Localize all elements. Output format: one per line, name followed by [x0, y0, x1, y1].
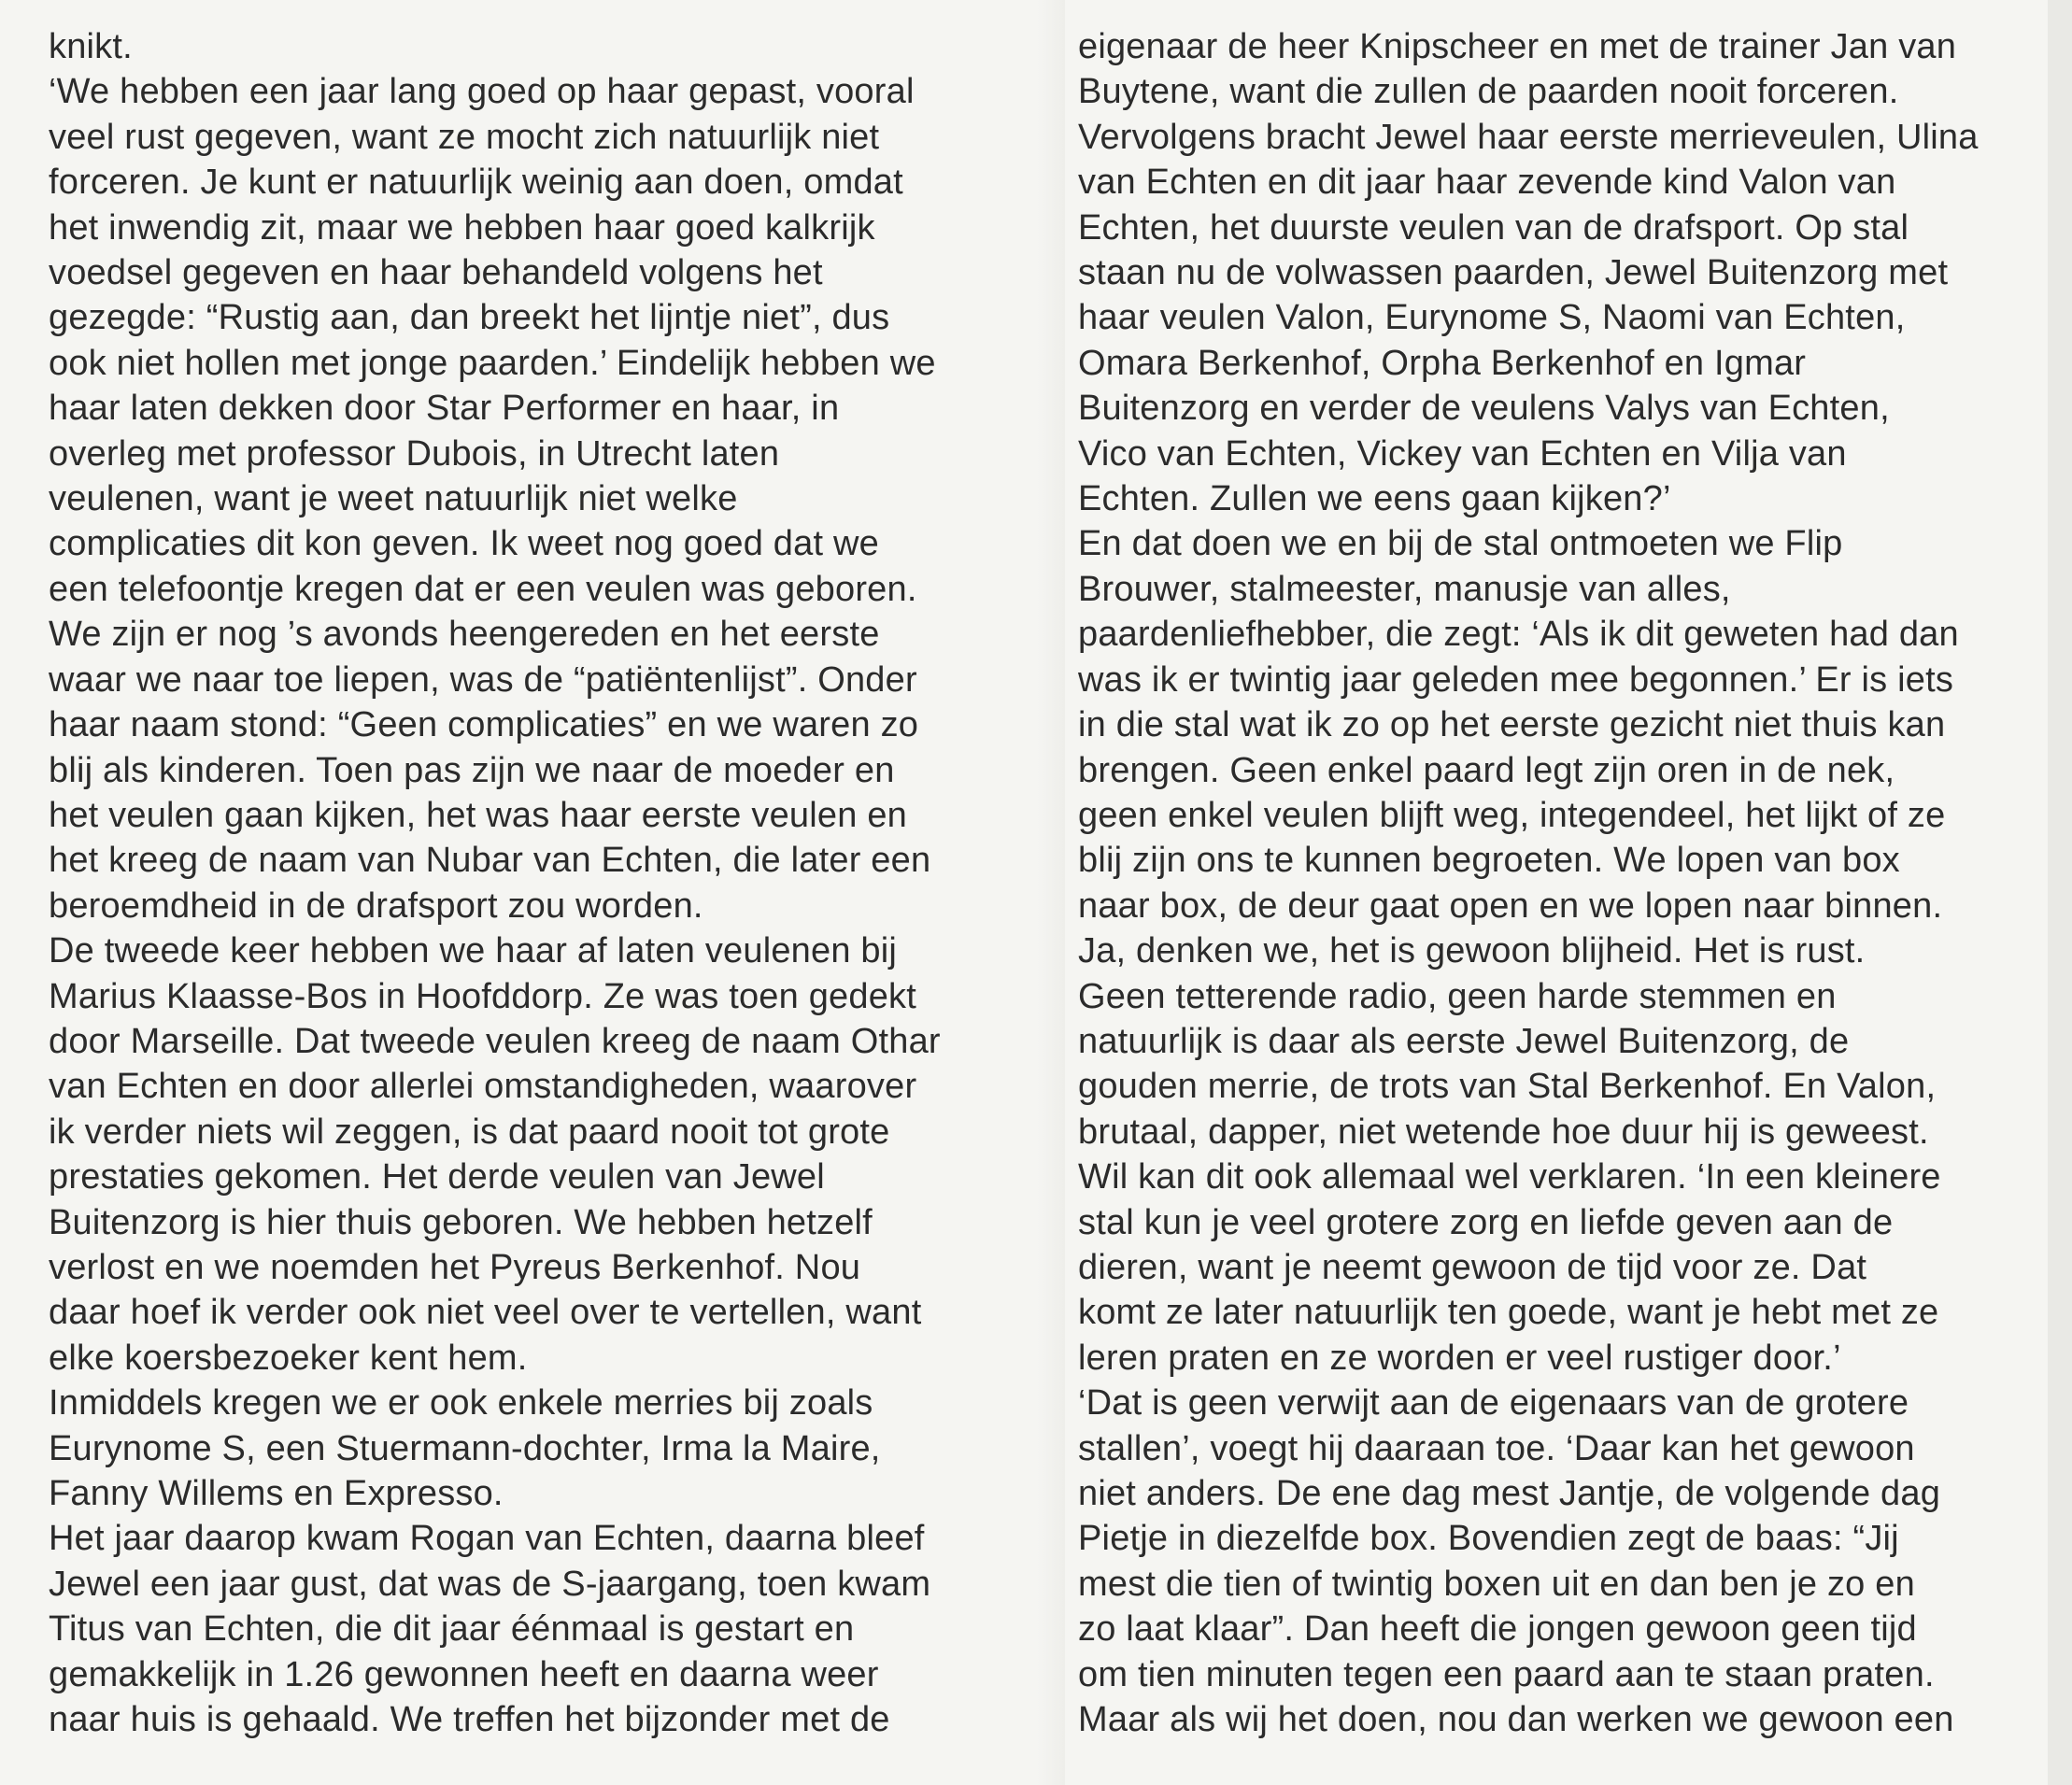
text-line: door Marseille. Dat tweede veulen kreeg de naam Othar	[49, 1021, 941, 1061]
text-line: een telefoontje kregen dat er een veulen was geboren.	[49, 569, 917, 609]
text-line: waar we naar toe liepen, was de “patiëntenlijst”. Onder	[49, 659, 917, 700]
text-line: knikt.	[49, 27, 133, 66]
text-line: het veulen gaan kijken, het was haar eerste veulen en	[49, 795, 907, 835]
text-line: leren praten en ze worden er veel rustiger door.’	[1078, 1338, 1841, 1378]
text-line: Het jaar daarop kwam Rogan van Echten, daarna bleef	[49, 1519, 925, 1559]
text-line: haar laten dekken door Star Performer en haar, in	[49, 389, 840, 429]
text-line: Echten. Zullen we eens gaan kijken?’	[1078, 479, 1671, 519]
text-line: Maar als wij het doen, nou dan werken we gewoon een	[1078, 1700, 1954, 1740]
text-line: eigenaar de heer Knipscheer en met de trainer Jan van	[1078, 27, 1957, 66]
left-text-column	[49, 24, 1039, 1742]
text-line: blij zijn ons te kunnen begroeten. We lopen van box	[1078, 841, 1900, 881]
show-through-gutter	[1037, 0, 1065, 1785]
text-line: Buytene, want die zullen de paarden nooit forceren.	[1078, 72, 1899, 112]
text-line: Ja, denken we, het is gewoon blijheid. Het is rust.	[1078, 931, 1866, 971]
text-line: Echten, het duurste veulen van de drafsport. Op stal	[1078, 207, 1909, 248]
text-line: geen enkel veulen blijft weg, integendeel, het lijkt of ze	[1078, 795, 1946, 835]
text-line: ‘Dat is geen verwijt aan de eigenaars van de grotere	[1078, 1383, 1909, 1424]
text-line: gouden merrie, de trots van Stal Berkenhof. En Valon,	[1078, 1067, 1937, 1107]
text-line: complicaties dit kon geven. Ik weet nog goed dat we	[49, 524, 879, 564]
text-line: staan nu de volwassen paarden, Jewel Buitenzorg met	[1078, 253, 1949, 293]
text-line: ook niet hollen met jonge paarden.’ Eindelijk hebben we	[49, 343, 936, 383]
text-line: om tien minuten tegen een paard aan te staan praten.	[1078, 1654, 1935, 1694]
text-line: naar huis is gehaald. We treffen het bijzonder met de	[49, 1700, 890, 1740]
text-line: Omara Berkenhof, Orpha Berkenhof en Igmar	[1078, 343, 1807, 383]
text-line: verlost en we noemden het Pyreus Berkenhof. Nou	[49, 1247, 861, 1287]
right-text-column	[1078, 24, 2050, 1742]
text-line: haar veulen Valon, Eurynome S, Naomi van Echten,	[1078, 298, 1906, 338]
text-line: niet anders. De ene dag mest Jantje, de volgende dag	[1078, 1474, 1941, 1513]
text-line: haar naam stond: “Geen complicaties” en we waren zo	[49, 705, 919, 745]
text-line: brengen. Geen enkel paard legt zijn oren in de nek,	[1078, 750, 1895, 790]
text-line: dieren, want je neemt gewoon de tijd voor ze. Dat	[1078, 1247, 1867, 1287]
text-line: in die stal wat ik zo op het eerste gezicht niet thuis kan	[1078, 705, 1946, 745]
text-line: Buitenzorg is hier thuis geboren. We hebben hetzelf	[49, 1202, 873, 1242]
text-line: gezegde: “Rustig aan, dan breekt het lijntje niet”, dus	[49, 298, 890, 338]
text-line: En dat doen we en bij de stal ontmoeten we Flip	[1078, 524, 1843, 564]
text-line: We zijn er nog ’s avonds heengereden en het eerste	[49, 615, 880, 655]
text-line: De tweede keer hebben we haar af laten veulenen bij	[49, 931, 898, 971]
text-line: paardenliefhebber, die zegt: ‘Als ik dit geweten had dan	[1078, 615, 1959, 655]
text-line: stallen’, voegt hij daaraan toe. ‘Daar kan het gewoon	[1078, 1428, 1915, 1468]
text-line: overleg met professor Dubois, in Utrecht laten	[49, 433, 780, 474]
text-line: ‘We hebben een jaar lang goed op haar gepast, vooral	[49, 72, 915, 112]
text-line: blij als kinderen. Toen pas zijn we naar de moeder en	[49, 750, 895, 790]
text-line: Pietje in diezelfde box. Bovendien zegt de baas: “Jij	[1078, 1519, 1899, 1559]
text-line: het inwendig zit, maar we hebben haar goed kalkrijk	[49, 207, 875, 248]
text-line: mest die tien of twintig boxen uit en dan ben je zo en	[1078, 1564, 1915, 1604]
text-line: gemakkelijk in 1.26 gewonnen heeft en daarna weer	[49, 1654, 879, 1694]
text-line: prestaties gekomen. Het derde veulen van Jewel	[49, 1157, 825, 1197]
text-line: was ik er twintig jaar geleden mee begonnen.’ Er is iets	[1078, 659, 1954, 700]
text-line: natuurlijk is daar als eerste Jewel Buitenzorg, de	[1078, 1021, 1850, 1061]
text-line: veel rust gegeven, want ze mocht zich natuurlijk niet	[49, 117, 880, 157]
text-line: voedsel gegeven en haar behandeld volgens het	[49, 253, 823, 293]
text-line: Wil kan dit ook allemaal wel verklaren. ‘In een kleinere	[1078, 1157, 1941, 1197]
text-line: ik verder niets wil zeggen, is dat paard nooit tot grote	[49, 1112, 890, 1152]
text-line: Jewel een jaar gust, dat was de S-jaargang, toen kwam	[49, 1564, 931, 1604]
text-line: van Echten en door allerlei omstandigheden, waarover	[49, 1067, 917, 1107]
text-line: daar hoef ik verder ook niet veel over te vertellen, want	[49, 1293, 922, 1333]
text-line: stal kun je veel grotere zorg en liefde geven aan de	[1078, 1202, 1894, 1242]
text-line: zo laat klaar”. Dan heeft die jongen gewoon geen tijd	[1078, 1609, 1917, 1650]
text-line: Buitenzorg en verder de veulens Valys van Echten,	[1078, 389, 1890, 429]
text-line: beroemdheid in de drafsport zou worden.	[49, 885, 703, 926]
text-line: Brouwer, stalmeester, manusje van alles,	[1078, 569, 1731, 609]
text-line: komt ze later natuurlijk ten goede, want je hebt met ze	[1078, 1293, 1939, 1333]
text-line: Vico van Echten, Vickey van Echten en Vilja van	[1078, 433, 1847, 474]
text-line: Marius Klaasse-Bos in Hoofddorp. Ze was toen gedekt	[49, 976, 917, 1016]
text-line: Vervolgens bracht Jewel haar eerste merrieveulen, Ulina	[1078, 117, 1979, 157]
text-line: forceren. Je kunt er natuurlijk weinig aan doen, omdat	[49, 163, 903, 203]
text-line: elke koersbezoeker kent hem.	[49, 1338, 528, 1378]
text-line: Titus van Echten, die dit jaar éénmaal is gestart en	[49, 1609, 855, 1650]
text-line: Geen tetterende radio, geen harde stemmen en	[1078, 976, 1837, 1016]
show-through-margin	[2048, 0, 2072, 1785]
text-line: Inmiddels kregen we er ook enkele merries bij zoals	[49, 1383, 873, 1424]
text-line: naar box, de deur gaat open en we lopen naar binnen.	[1078, 885, 1943, 926]
text-line: brutaal, dapper, niet wetende hoe duur hij is geweest.	[1078, 1112, 1929, 1152]
text-line: het kreeg de naam van Nubar van Echten, die later een	[49, 841, 931, 881]
text-line: Eurynome S, een Stuermann-dochter, Irma la Maire,	[49, 1428, 881, 1468]
text-line: van Echten en dit jaar haar zevende kind Valon van	[1078, 163, 1896, 203]
text-line: Fanny Willems en Expresso.	[49, 1474, 504, 1513]
text-line: veulenen, want je weet natuurlijk niet welke	[49, 479, 738, 519]
